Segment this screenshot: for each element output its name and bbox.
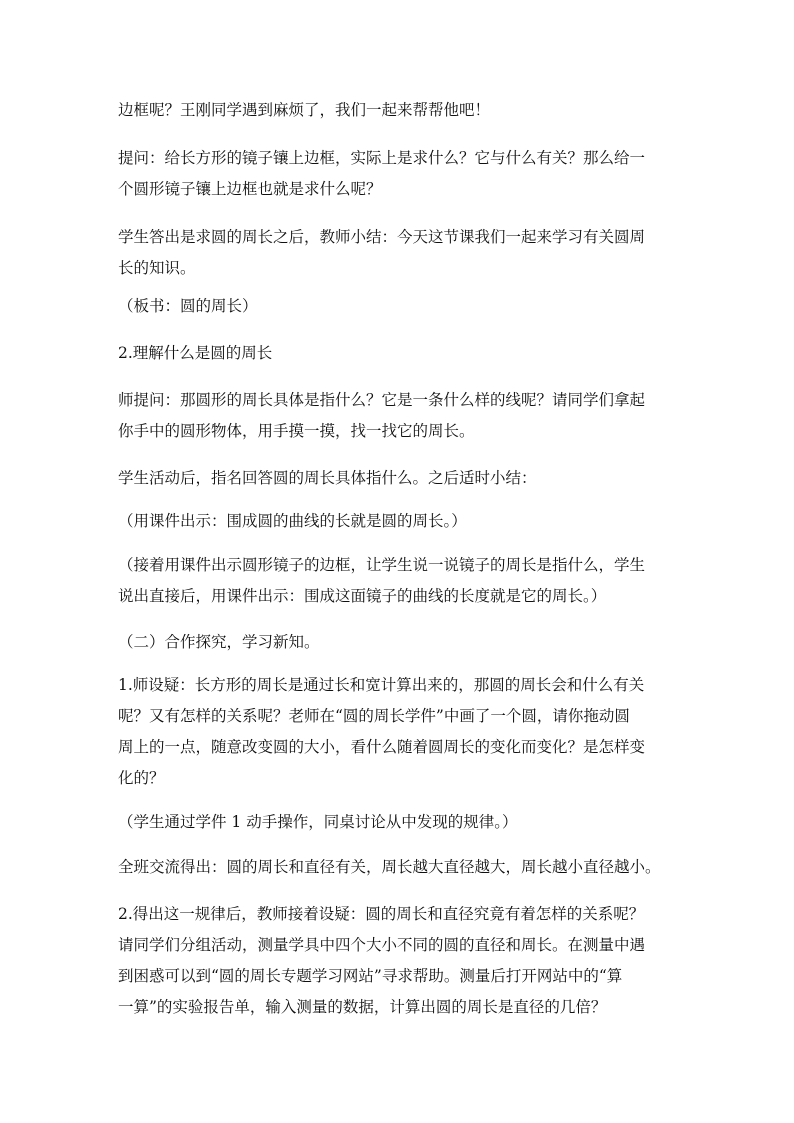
paragraph-12 <box>118 807 686 838</box>
paragraph-13 <box>118 852 686 883</box>
line: （板书：圆的周长） <box>118 297 258 315</box>
line: 说出直接后，用课件出示：围成这面镜子的曲线的长度就是它的周长。） <box>118 587 607 605</box>
paragraph-3 <box>118 222 686 284</box>
line: 2.理解什么是圆的周长 <box>118 344 273 362</box>
paragraph-11 <box>118 670 686 794</box>
section-heading-collaborate <box>118 627 686 658</box>
line: 周上的一点，随意改变圆的大小，看什么随着圆周长的变化而变化？是怎样变 <box>118 738 646 756</box>
paragraph-6 <box>118 385 686 447</box>
line: （二）合作探究，学习新知。 <box>118 633 320 651</box>
line: 1.师设疑：长方形的周长是通过长和宽计算出来的，那圆的周长会和什么有关 <box>118 676 645 694</box>
paragraph-4 <box>118 291 686 322</box>
line: 提问：给长方形的镜子镶上边框，实际上是求什么？它与什么有关？那么给一 <box>118 149 646 167</box>
line: 你手中的圆形物体，用手摸一摸，找一找它的周长。 <box>118 422 475 440</box>
line: 一算”的实验报告单，输入测量的数据，计算出圆的周长是直径的几倍？ <box>118 998 607 1016</box>
paragraph-1 <box>118 95 686 126</box>
line: 师提问：那圆形的周长具体是指什么？它是一条什么样的线呢？请同学们拿起 <box>118 391 646 409</box>
line: 边框呢？王刚同学遇到麻烦了，我们一起来帮帮他吧！ <box>118 101 491 119</box>
line: 化的？ <box>118 769 165 787</box>
line: （接着用课件出示圆形镜子的边框，让学生说一说镜子的周长是指什么，学生 <box>118 556 646 574</box>
line: 呢？又有怎样的关系呢？老师在“圆的周长学件”中画了一个圆，请你拖动圆 <box>118 707 630 725</box>
line: 2.得出这一规律后，教师接着设疑：圆的周长和直径究竟有着怎样的关系呢？ <box>118 905 645 923</box>
line: 学生活动后，指名回答圆的周长具体指什么。之后适时小结： <box>118 469 537 487</box>
line: 全班交流得出：圆的周长和直径有关，周长越大直径越大，周长越小直径越小。 <box>118 858 661 876</box>
line: 个圆形镜子镶上边框也就是求什么呢？ <box>118 180 382 198</box>
paragraph-8 <box>118 506 686 537</box>
line: 学生答出是求圆的周长之后，教师小结：今天这节课我们一起来学习有关圆周 <box>118 228 646 246</box>
paragraph-9 <box>118 550 686 612</box>
paragraph-2 <box>118 143 686 205</box>
line: 长的知识。 <box>118 259 196 277</box>
line: 到困惑可以到“圆的周长专题学习网站”寻求帮助。测量后打开网站中的“算 <box>118 967 623 985</box>
paragraph-14 <box>118 899 686 1023</box>
line: 请同学们分组活动，测量学具中四个大小不同的圆的直径和周长。在测量中遇 <box>118 936 646 954</box>
section-heading-2 <box>118 338 686 369</box>
line: （用课件出示：围成圆的曲线的长就是圆的周长。） <box>118 512 467 530</box>
line: （学生通过学件 1 动手操作，同桌讨论从中发现的规律。） <box>118 813 518 831</box>
paragraph-7 <box>118 463 686 494</box>
